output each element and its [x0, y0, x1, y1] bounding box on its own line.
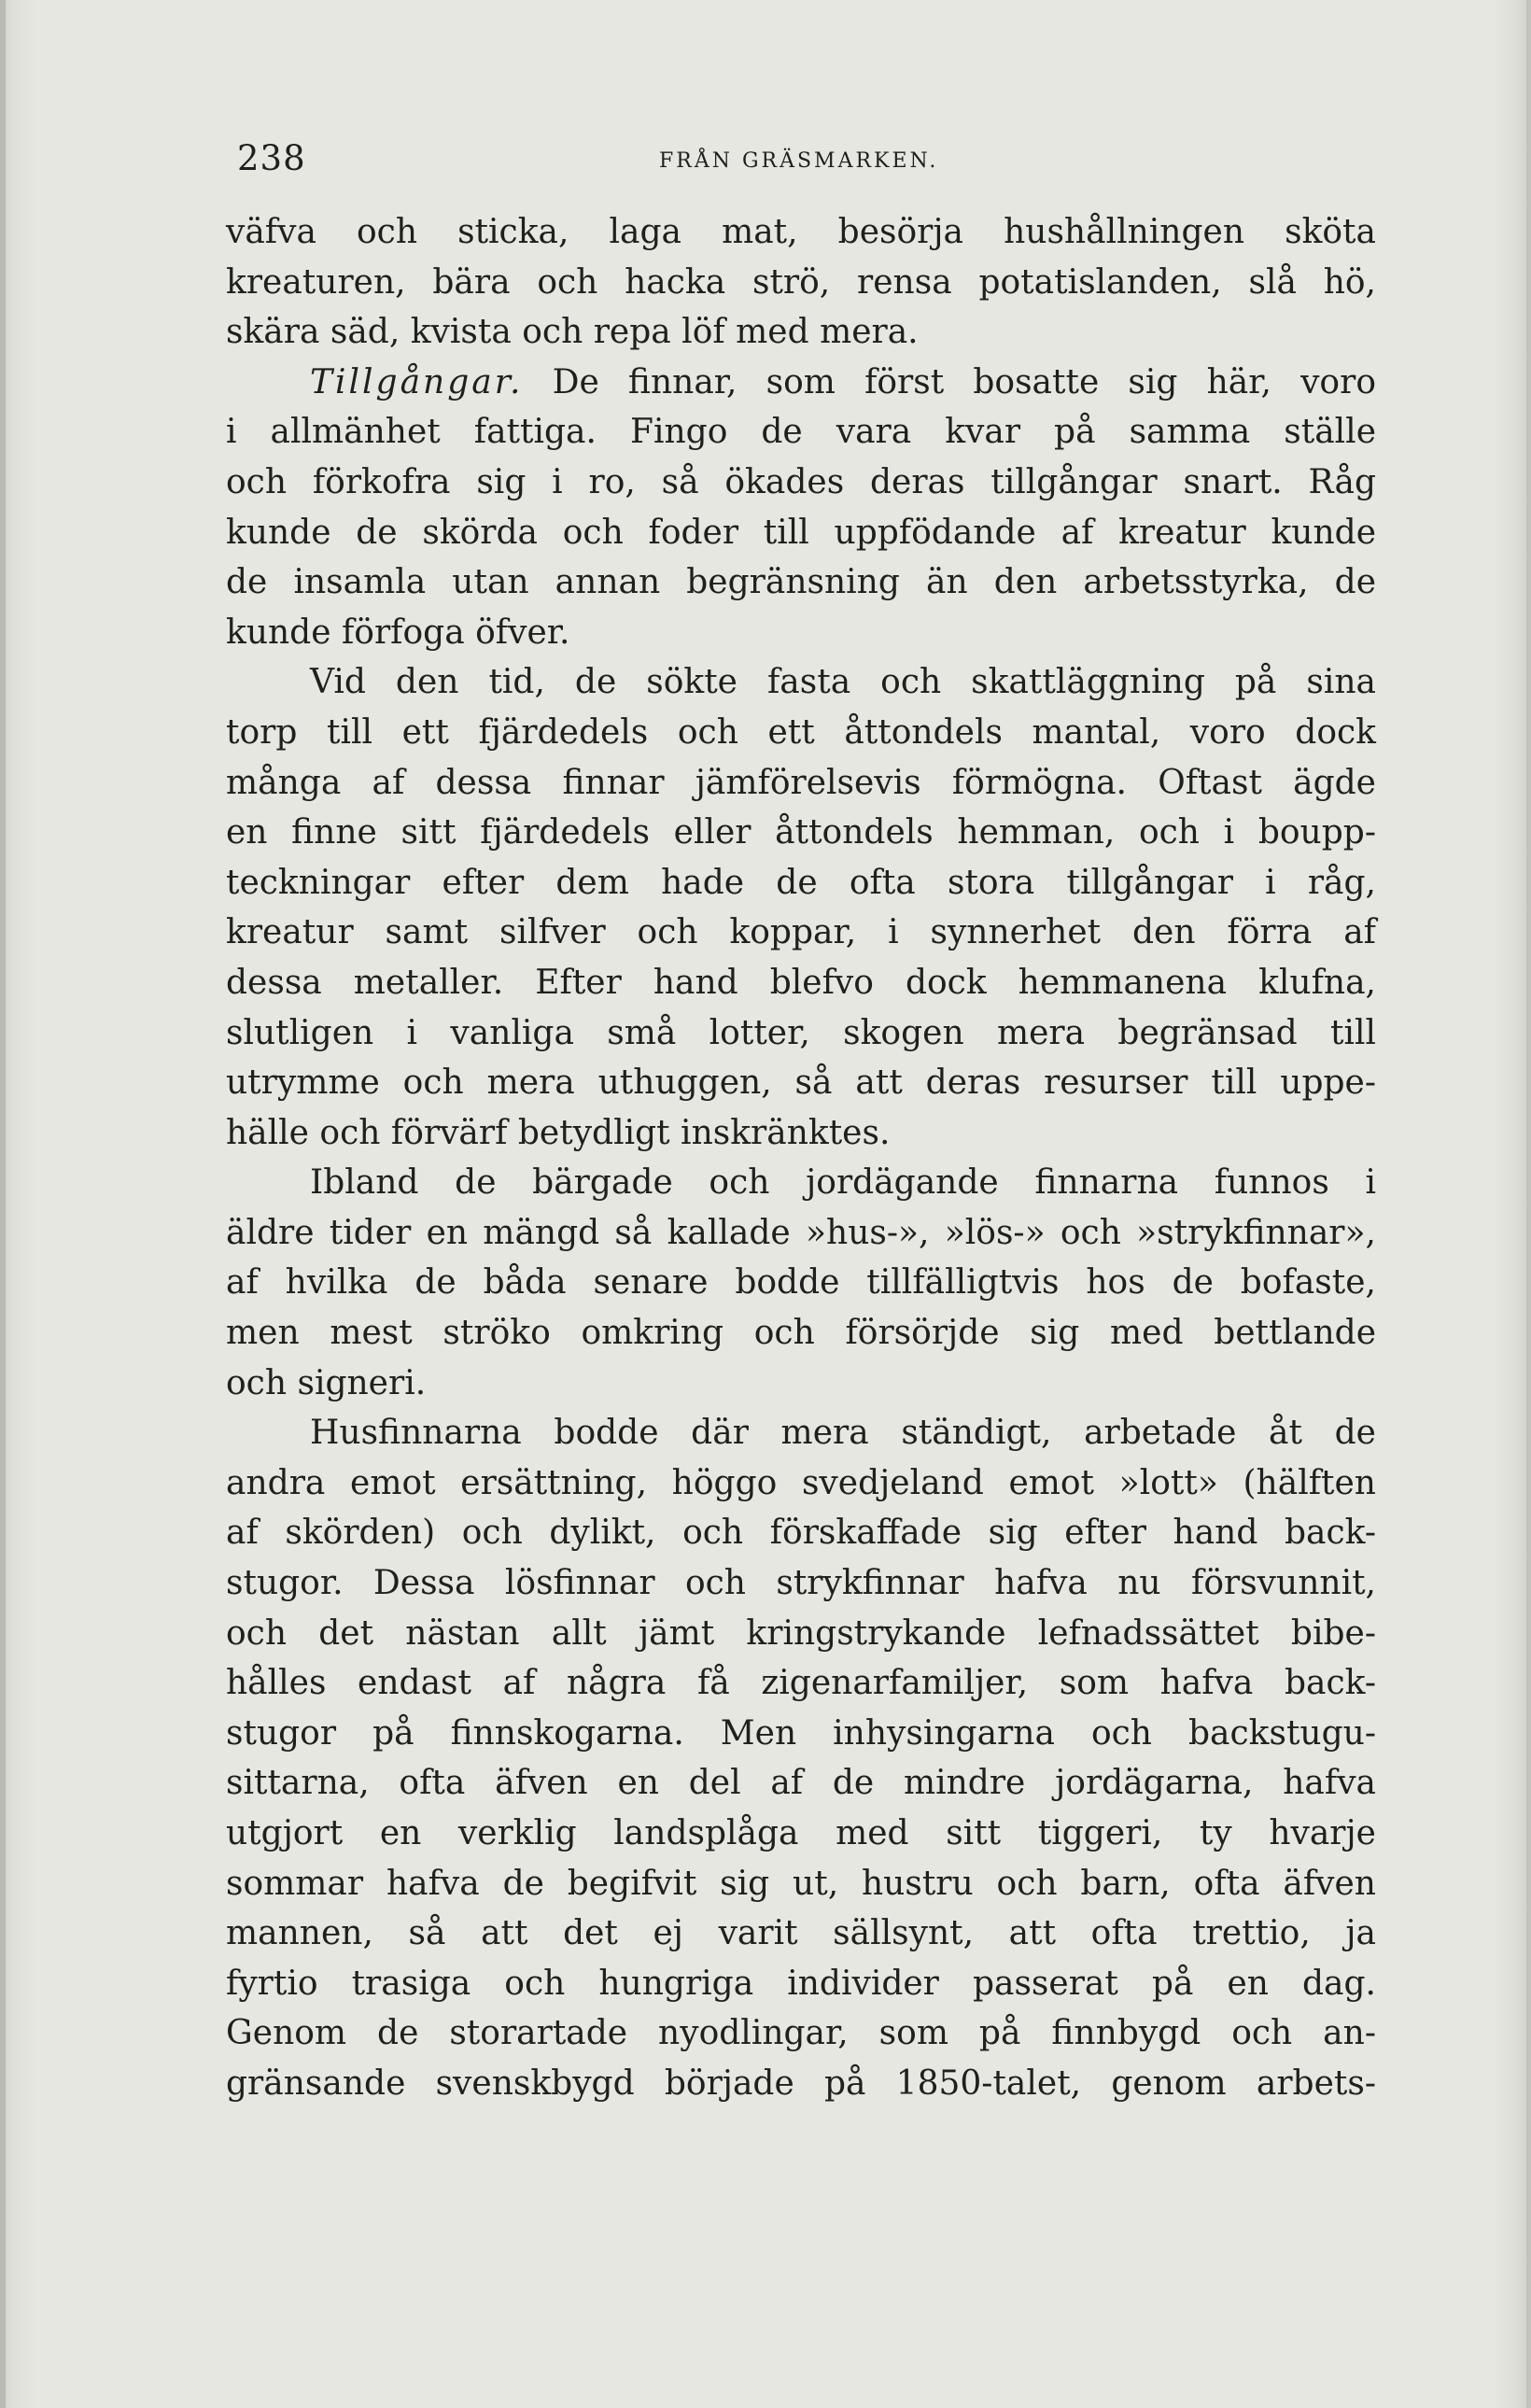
text-line: sittarna, ofta äfven en del af de mindre jordägarna, hafva: [226, 1764, 1376, 1803]
text-line: gränsande svenskbygd började på 1850-talet, genom arbets-: [226, 2063, 1376, 2103]
text-line: torp till ett fjärdedels och ett åttondels mantal, voro dock: [226, 712, 1376, 752]
text-line: skära säd, kvista och repa löf med mera.: [226, 313, 919, 352]
page-edge-right: [1526, 0, 1531, 2408]
text-line: hälle och förvärf betydligt inskränktes.: [226, 1113, 891, 1152]
body-text: [226, 207, 1376, 2109]
text-line: utgjort en verklig landsplåga med sitt tiggeri, ty hvarje: [226, 1814, 1376, 1852]
text-line: hålles endast af några få zigenarfamiljer, som hafva back-: [226, 1664, 1376, 1703]
text-line: många af dessa finnar jämförelsevis förmögna. Oftast ägde: [226, 763, 1376, 802]
text-line: Ibland de bärgade och jordägande finnarna funnos i: [310, 1163, 1376, 1203]
text-line: och signeri.: [226, 1363, 427, 1402]
text-line: och förkofra sig i ro, så ökades deras tillgångar snart. Råg: [226, 462, 1376, 501]
text-line: teckningar efter dem hade de ofta stora tillgångar i råg,: [226, 863, 1376, 902]
text-line: af hvilka de båda senare bodde tillfälligtvis hos de bofaste,: [226, 1263, 1376, 1303]
text-line: stugor. Dessa lösfinnar och strykfinnar hafva nu försvunnit,: [226, 1564, 1376, 1603]
text-line: i allmänhet fattiga. Fingo de vara kvar på samma ställe: [226, 413, 1376, 452]
page-number: 238: [237, 138, 306, 178]
text-line: de insamla utan annan begränsning än den arbetsstyrka, de: [226, 563, 1376, 602]
text-line: utrymme och mera uthuggen, så att deras resurser till uppe-: [226, 1063, 1376, 1103]
text-line: kunde förfoga öfver.: [226, 613, 570, 652]
text-line: och det nästan allt jämt kringstrykande lefnadssättet bibe-: [226, 1613, 1376, 1653]
text-line: Genom de storartade nyodlingar, som på finnbygd och an-: [226, 2014, 1376, 2053]
page-edge-left: [0, 0, 6, 2408]
text-line: kreaturen, bära och hacka strö, rensa potatislanden, slå hö,: [226, 262, 1376, 302]
running-head: [226, 138, 1374, 185]
section-heading: Tillgångar.: [310, 362, 524, 401]
text-line: slutligen i vanliga små lotter, skogen mera begränsad till: [226, 1013, 1376, 1052]
text-line: äldre tider en mängd så kallade »hus-», »lös-» och »strykfinnar»,: [226, 1213, 1376, 1252]
line-text: De finnar, som först bosatte sig här, voro: [552, 362, 1376, 401]
text-line: sommar hafva de begifvit sig ut, hustru och barn, ofta äfven: [226, 1864, 1376, 1903]
text-line: kreatur samt silfver och koppar, i synnerhet den förra af: [226, 913, 1376, 952]
text-line: fyrtio trasiga och hungriga individer passerat på en dag.: [226, 1964, 1376, 2003]
text-line: andra emot ersättning, höggo svedjeland emot »lott» (hälften: [226, 1463, 1376, 1502]
text-line: väfva och sticka, laga mat, besörja hushållningen sköta: [226, 213, 1376, 251]
text-line: mannen, så att det ej varit sällsynt, att ofta trettio, ja: [226, 1914, 1376, 1953]
text-line: dessa metaller. Efter hand blefvo dock hemmanena klufna,: [226, 963, 1376, 1002]
running-title: FRÅN GRÄSMARKEN.: [659, 149, 939, 173]
text-line: af skörden) och dylikt, och förskaffade sig efter hand back-: [226, 1514, 1376, 1553]
text-line: Husfinnarna bodde där mera ständigt, arbetade åt de: [310, 1414, 1376, 1453]
text-line: en finne sitt fjärdedels eller åttondels hemman, och i boupp-: [226, 813, 1376, 852]
text-line: stugor på finnskogarna. Men inhysingarna och backstugu-: [226, 1713, 1376, 1753]
text-line: Vid den tid, de sökte fasta och skattläggning på sina: [310, 663, 1376, 702]
text-line-section-heading: [226, 358, 1376, 408]
text-line: kunde de skörda och foder till uppfödande af kreatur kunde: [226, 513, 1376, 552]
text-line: men mest ströko omkring och försörjde sig med bettlande: [226, 1314, 1376, 1353]
